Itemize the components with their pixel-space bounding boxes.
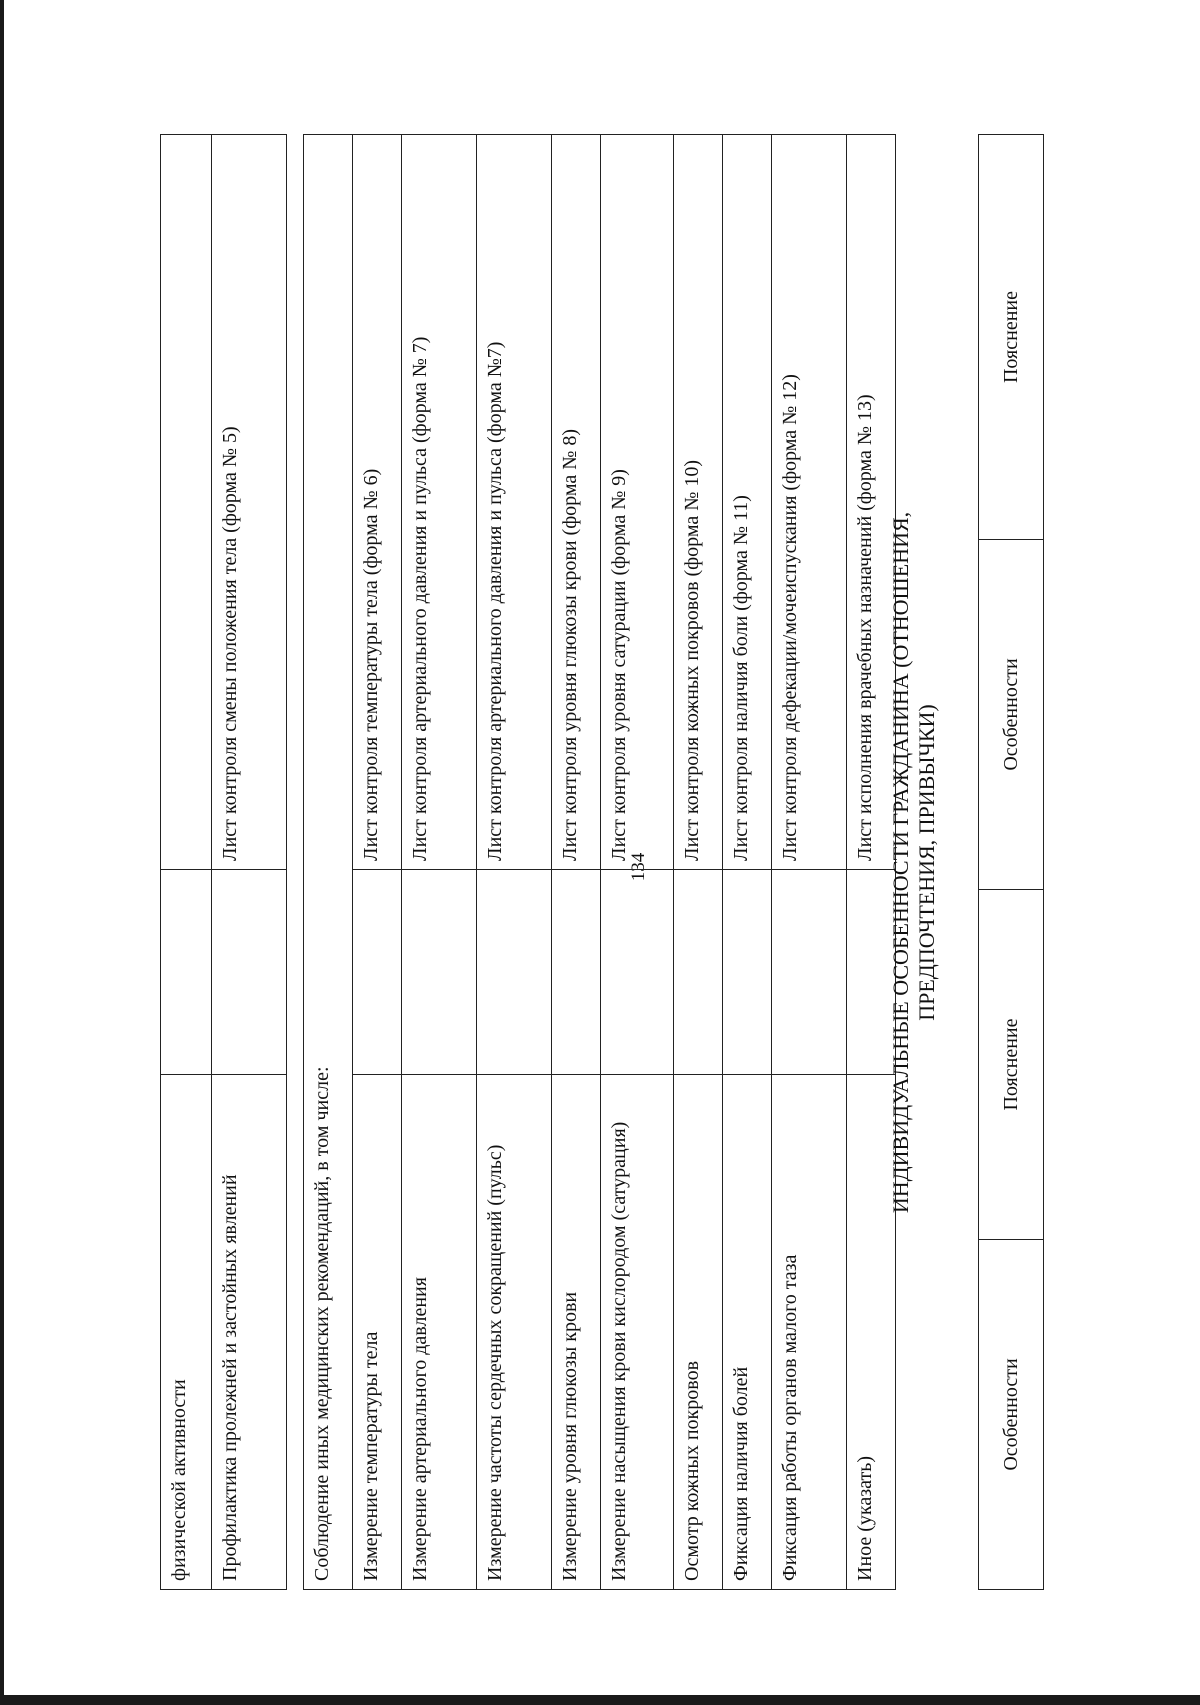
table-cell	[723, 870, 772, 1075]
table-cell: Измерение уровня глюкозы крови	[552, 1075, 601, 1590]
table-cell: Лист контроля уровня сатурации (форма № 9)	[601, 135, 674, 870]
medical-recommendations-table	[303, 134, 896, 1590]
table-row	[674, 135, 723, 1590]
table-cell	[212, 870, 287, 1075]
table-cell: Лист контроля артериального давления и пульса (форма №7)	[477, 135, 552, 870]
table-cell	[477, 870, 552, 1075]
table-cell	[161, 135, 212, 870]
table-cell: Лист контроля наличия боли (форма № 11)	[723, 135, 772, 870]
table-cell	[402, 870, 477, 1075]
table-cell	[772, 870, 847, 1075]
table-row	[723, 135, 772, 1590]
table-cell: Лист контроля артериального давления и пульса (форма № 7)	[402, 135, 477, 870]
table-cell: Лист контроля дефекации/мочеиспускания (форма № 12)	[772, 135, 847, 870]
table-cell	[601, 870, 674, 1075]
scan-edge-bottom	[0, 1695, 1200, 1705]
table-header-row	[304, 135, 353, 1590]
table-row	[212, 135, 287, 1590]
column-header-features: Особенности	[979, 1240, 1044, 1590]
table-row	[477, 135, 552, 1590]
table-cell: Фиксация работы органов малого таза	[772, 1075, 847, 1590]
table-cell: Измерение температуры тела	[353, 1075, 402, 1590]
table-cell	[353, 870, 402, 1075]
section-heading-line-2: ПРЕДПОЧТЕНИЯ, ПРИВЫЧКИ)	[914, 704, 940, 1021]
table-row	[552, 135, 601, 1590]
table-row	[601, 135, 674, 1590]
table-cell: Измерение частоты сердечных сокращений (пульс)	[477, 1075, 552, 1590]
table-row	[161, 135, 212, 1590]
table-cell: Лист контроля смены положения тела (форма № 5)	[212, 135, 287, 870]
table-cell: Фиксация наличия болей	[723, 1075, 772, 1590]
table-cell: физической активности	[161, 1075, 212, 1590]
activity-table	[160, 134, 287, 1590]
table-row	[402, 135, 477, 1590]
table-cell	[161, 870, 212, 1075]
table-cell	[552, 870, 601, 1075]
table-cell: Иное (указать)	[847, 1075, 896, 1590]
column-header-explanation: Пояснение	[979, 135, 1044, 540]
table-row	[353, 135, 402, 1590]
column-header-features: Особенности	[979, 540, 1044, 890]
table-header-row	[979, 135, 1044, 1590]
page-number: 134	[628, 852, 649, 882]
table-cell: Профилактика пролежней и застойных явлений	[212, 1075, 287, 1590]
column-header-explanation: Пояснение	[979, 890, 1044, 1240]
table-cell: Измерение насыщения крови кислородом (сатурация)	[601, 1075, 674, 1590]
table-cell	[674, 870, 723, 1075]
table-cell: Лист контроля температуры тела (форма № 6)	[353, 135, 402, 870]
section-heading	[888, 135, 941, 1590]
table-row	[772, 135, 847, 1590]
table-cell: Измерение артериального давления	[402, 1075, 477, 1590]
table-cell: Лист контроля уровня глюкозы крови (форма № 8)	[552, 135, 601, 870]
rotated-page-content	[160, 0, 1060, 1590]
table-cell: Лист контроля кожных покровов (форма № 10)	[674, 135, 723, 870]
individual-features-table	[978, 134, 1044, 1590]
table-section-header: Соблюдение иных медицинских рекомендаций, в том числе:	[304, 135, 353, 1590]
table-cell: Осмотр кожных покровов	[674, 1075, 723, 1590]
section-heading-line-1: ИНДИВИДУАЛЬНЫЕ ОСОБЕННОСТИ ГРАЖДАНИНА (ОТНОШЕНИЯ,	[888, 511, 913, 1214]
table-cell: Лист исполнения врачебных назначений (форма № 13)	[847, 135, 896, 870]
scan-edge-left	[0, 0, 4, 1705]
